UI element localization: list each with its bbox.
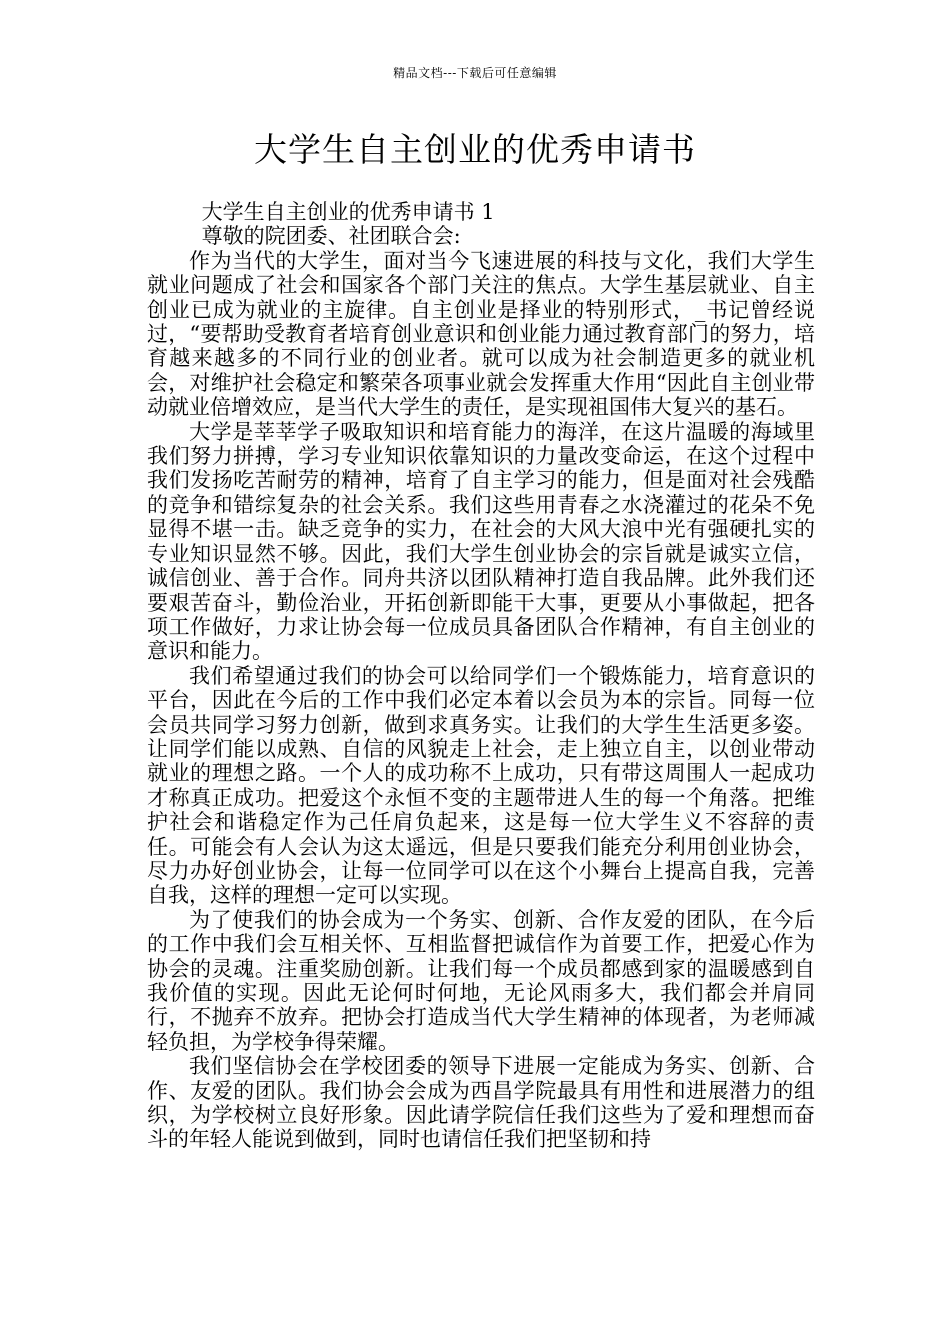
paragraph-2: 大学是莘莘学子吸取知识和培育能力的海洋，在这片温暖的海域里我们努力拼搏，学习专业知识依靠知识的力量改变命运，在这个过程中我们发扬吃苦耐劳的精神，培育了自主学习的能力，但是面对社会残酷的竞争和错综复杂的社会关系。我们这些用青春之水浇灌过的花朵不免显得不堪一击。缺乏竞争的实力，在社会的大风大浪中光有强硬扎实的专业知识显然不够。因此，我们大学生创业协会的宗旨就是诚实立信，诚信创业、善于合作。同舟共济以团队精神打造自我品牌。此外我们还要艰苦奋斗，勤俭治业，开拓创新即能干大事，更要从小事做起，把各项工作做好，力求让协会每一位成员具备团队合作精神，有自主创业的意识和能力。 (147, 419, 815, 664)
document-subtitle: 大学生自主创业的优秀申请书 1 (201, 200, 495, 224)
paragraph-1: 作为当代的大学生，面对当今飞速进展的科技与文化，我们大学生就业问题成了社会和国家各个部门关注的焦点。大学生基层就业、自主创业已成为就业的主旋律。自主创业是择业的特别形式，_书记曾经说过，“要帮助受教育者培育创业意识和创业能力通过教育部门的努力，培育越来越多的不同行业的创业者。就可以成为社会制造更多的就业机会，对维护社会稳定和繁荣各项事业就会发挥重大作用“因此自主创业带动就业倍增效应，是当代大学生的责任，是实现祖国伟大复兴的基石。 (147, 248, 815, 420)
document-title: 大学生自主创业的优秀申请书 (254, 130, 696, 169)
paragraph-3: 我们希望通过我们的协会可以给同学们一个锻炼能力，培育意识的平台，因此在今后的工作中我们必定本着以会员为本的宗旨。同每一位会员共同学习努力创新，做到求真务实。让我们的大学生生活更多姿。让同学们能以成熟、自信的风貌走上社会，走上独立自主，以创业带动就业的理想之路。一个人的成功称不上成功，只有带这周围人一起成功才称真正成功。把爱这个永恒不变的主题带进人生的每一个角落。把维护社会和谐稳定作为己任肩负起来，这是每一位大学生义不容辞的责任。可能会有人会认为这太遥远，但是只要我们能充分利用创业协会，尽力办好创业协会，让每一位同学可以在这个小舞台上提高自我，完善自我，这样的理想一定可以实现。 (147, 663, 815, 908)
paragraph-5: 我们坚信协会在学校团委的领导下进展一定能成为务实、创新、合作、友爱的团队。我们协会会成为西昌学院最具有用性和进展潜力的组织，为学校树立良好形象。因此请学院信任我们这些为了爱和理想而奋斗的年轻人能说到做到，同时也请信任我们把坚韧和持 (147, 1054, 815, 1152)
paragraph-4: 为了使我们的协会成为一个务实、创新、合作友爱的团队，在今后的工作中我们会互相关怀、互相监督把诚信作为首要工作，把爱心作为协会的灵魂。注重奖励创新。让我们每一个成员都感到家的温暖感到自我价值的实现。因此无论何时何地，无论风雨多大，我们都会并肩同行，不抛弃不放弃。把协会打造成当代大学生精神的体现者，为老师减轻负担，为学校争得荣耀。 (147, 907, 815, 1054)
header-note: 精品文档---下载后可任意编辑 (393, 66, 557, 80)
salutation: 尊敬的院团委、社团联合会: (201, 224, 461, 249)
document-body (147, 200, 815, 1152)
